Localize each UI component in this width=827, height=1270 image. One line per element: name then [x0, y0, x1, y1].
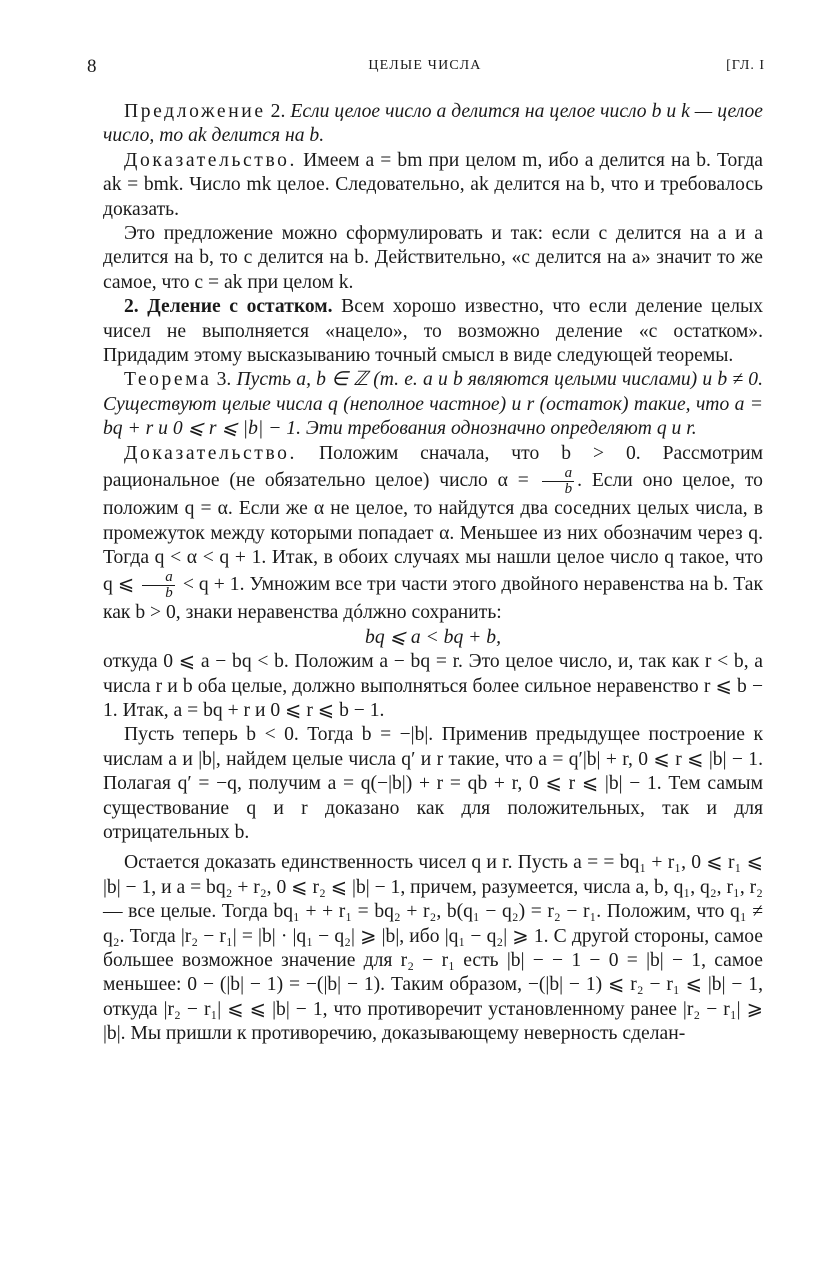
section-heading: 2. Деление с остатком.: [124, 296, 333, 318]
section-2: [103, 295, 763, 368]
chapter-marker: [ГЛ. I: [726, 58, 765, 73]
proof-continuation: откуда 0 ⩽ a − bq < b. Положим a − bq = r. Это целое число, и, так как r < b, а числа r и b оба целые, должно выполняться более сильное неравенство r ⩽ b − 1. Итак, a = bq + r и 0 ⩽ r ⩽ b − 1.: [103, 651, 763, 721]
running-header: [85, 56, 765, 80]
theorem-statement: Пусть a, b ∈ ℤ (т. е. a и b являются целыми числами) и b ≠ 0. Существуют целые числа q (неполное частное) и r (остаток) такие, что a = bq + r и 0 ⩽ r ⩽ |b| − 1. Эти требования однозначно определяют q и r.: [103, 369, 764, 440]
proposition-number: 2.: [270, 101, 286, 122]
theorem-number: 3.: [216, 369, 232, 391]
remark-paragraph: Это предложение можно сформулировать и так: если c делится на a и a делится на b, то c делится на b. Действительно, «c делится на a» значит то же самое, что c = ak при целом k.: [103, 223, 763, 293]
fraction-numerator: a: [542, 466, 575, 482]
fraction-a-over-b: [142, 570, 175, 601]
fraction-denominator: b: [165, 585, 173, 602]
section-text: Всем хорошо известно, что если деление целых чисел не выполняется «нацело», то возможно деление «с остатком». Придадим этому высказыванию точный смысл в виде следующей теоремы.: [103, 296, 763, 367]
proof-text: Имеем a = bm при целом m, ибо a делится на b. Тогда ak = bmk. Число mk целое. Следовательно, ak делится на b, что и требовалось доказать.: [103, 149, 763, 220]
proof-text-3: < q + 1. Умножим все три части этого двойного неравенства на b. Так как b > 0, знаки неравенства дóлжно сохранить:: [103, 574, 763, 624]
proof-2: [103, 442, 763, 626]
proof-text-2: . Если оно целое, то положим q = α. Если же α не целое, то найдутся два соседних целых числа, в промежуток между которыми попадает α. Меньшее из них обозначим через q. Тогда q < α < q + 1. Итак, в обоих случаях мы нашли целое число q такое, что q ⩽: [103, 470, 763, 596]
page-number: 8: [87, 56, 97, 77]
proposition-statement: Если целое число a делится на целое число b и k — целое число, то ak делится на b.: [103, 101, 763, 147]
proof-label: Доказательство.: [124, 442, 298, 464]
fraction-a-over-b: [542, 466, 575, 497]
proof-text-1: Положим сначала, что b > 0. Рассмотрим рациональное (не обязательно целое) число α =: [103, 442, 763, 492]
proof-1: [103, 149, 763, 222]
theorem-label: Теорема: [124, 369, 212, 391]
theorem-3: [103, 368, 763, 441]
uniqueness-paragraph: Остается доказать единственность чисел q и r. Пусть a = = bq₁ + r₁, 0 ⩽ r₁ ⩽ |b| − 1, и a = bq₂ + r₂, 0 ⩽ r₂ ⩽ |b| − 1, причем, разумеется, числа a, b, q₁, q₂, r₁, r₂ — все целые. Тогда bq₁ + + r₁ = bq₂ + r₂, b(q₁ − q₂) = r₂ − r₁. Положим, что q₁ ≠ q₂. Тогда |r₂ − r₁| = |b| · |q₁ − q₂| ⩾ |b|, ибо |q₁ − q₂| ⩾ 1. С другой стороны, самое большее возможное значение для r₂ − r₁ есть |b| − − 1 − 0 = |b| − 1, самое меньшее: 0 − (|b| − 1) = −(|b| − 1). Таким образом, −(|b| − 1) ⩽ r₂ − r₁ ⩽ |b| − 1, откуда |r₂ − r₁| ⩽ ⩽ |b| − 1, что противоречит установленному ранее |r₂ − r₁| ⩾ |b|. Мы пришли к противоречию, доказывающему неверность сделан-: [103, 852, 763, 1045]
proof-label: Доказательство.: [124, 149, 298, 171]
running-title: ЦЕЛЫЕ ЧИСЛА: [368, 58, 482, 73]
proposition-2: [103, 100, 763, 149]
display-formula: bq ⩽ a < bq + b,: [365, 626, 501, 648]
proposition-label: Предложение: [124, 101, 266, 122]
fraction-denominator: b: [564, 481, 573, 498]
page-body: [103, 100, 763, 1047]
fraction-numerator: a: [142, 570, 175, 586]
negative-case-paragraph: Пусть теперь b < 0. Тогда b = −|b|. Применив предыдущее построение к числам a и |b|, найдем целые числа q′ и r такие, что a = q′|b| + r, 0 ⩽ r ⩽ |b| − 1. Полагая q′ = −q, получим a = q(−|b|) + r = qb + r, 0 ⩽ r ⩽ |b| − 1. Тем самым существование q и r доказано как для положительных, так и для отрицательных b.: [103, 724, 763, 843]
